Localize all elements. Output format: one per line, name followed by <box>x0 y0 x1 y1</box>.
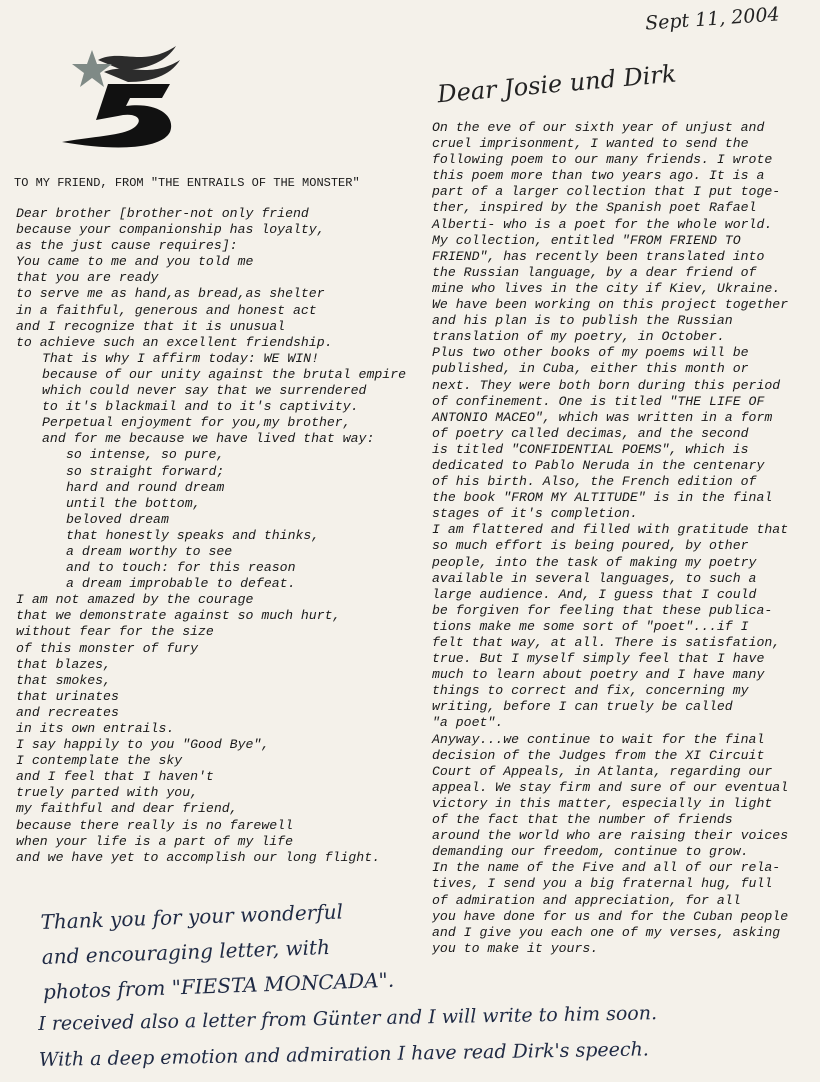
letter-line: I am flattered and filled with gratitude that <box>432 522 789 538</box>
letter-line: cruel imprisonment, I wanted to send the <box>432 136 749 152</box>
letter-line: On the eve of our sixth year of unjust and <box>432 120 765 135</box>
letter-line: Anyway...we continue to wait for the final <box>432 731 765 747</box>
letter-line: the book "FROM MY ALTITUDE" is in the final <box>432 490 773 506</box>
letter-line: next. They were both born during this period <box>432 377 781 393</box>
poem-line: and I recognize that it is unusual <box>16 318 286 334</box>
letter-line: In the name of the Five and all of our rela- <box>432 860 781 876</box>
poem-line: in a faithful, generous and honest act <box>16 302 317 318</box>
letter-line: of admiration and appreciation, for all <box>432 892 741 908</box>
poem-line: my faithful and dear friend, <box>16 801 238 817</box>
poem-line: and recreates <box>16 704 119 720</box>
poem-body <box>16 206 406 866</box>
letter-line: people, into the task of making my poetry <box>432 554 757 570</box>
poem-line: to serve me as hand,as bread,as shelter <box>16 286 325 302</box>
letter-line: "a poet". <box>432 715 504 731</box>
poem-line: Dear brother [brother-not only friend <box>16 206 309 221</box>
poem-line: that smokes, <box>16 672 111 688</box>
letter-line: much to learn about poetry and I have many <box>432 667 765 683</box>
letter-line: appeal. We stay firm and sure of our eventual <box>432 779 789 795</box>
poem-line: I contemplate the sky <box>16 753 183 769</box>
letter-line: stages of it's completion. <box>432 506 638 522</box>
poem-line: and I feel that I haven't <box>16 769 214 785</box>
poem-line: because of our unity against the brutal empire <box>42 366 407 382</box>
letter-line: and his plan is to publish the Russian <box>432 313 733 329</box>
letter-line: part of a larger collection that I put toge- <box>432 184 781 200</box>
poem-line: to achieve such an excellent friendship. <box>16 334 333 350</box>
poem-line: That is why I affirm today: WE WIN! <box>42 350 319 366</box>
poem-line: in its own entrails. <box>16 721 175 736</box>
letter-line: so much effort is being poured, by other <box>432 538 749 554</box>
poem-line: truely parted with you, <box>16 785 199 801</box>
letter-line: this poem more than two years ago. It is a <box>432 168 765 184</box>
letter-line: Court of Appeals, in Atlanta, regarding our <box>432 763 773 779</box>
letter-line: tives, I send you a big fraternal hug, full <box>432 876 773 892</box>
letter-line: available in several languages, to such a <box>432 570 757 586</box>
poem-line: hard and round dream <box>66 479 225 495</box>
letter-line: large audience. And, I guess that I could <box>432 586 757 602</box>
poem-line: which could never say that we surrendered <box>42 383 367 399</box>
letter-line: translation of my poetry, in October. <box>432 329 725 345</box>
letter-line: victory in this matter, especially in light <box>432 795 773 811</box>
letter-line: ANTONIO MACEO", which was written in a form <box>432 409 773 425</box>
handwritten-line: I received also a letter from Günter and I will write to him soon. <box>38 1002 658 1035</box>
letter-line: dedicated to Pablo Neruda in the centenary <box>432 457 765 473</box>
letter-line: writing, before I can truely be called <box>432 699 733 715</box>
letter-line: felt that way, at all. There is satisfation, <box>432 635 781 650</box>
poem-line: I say happily to you "Good Bye", <box>16 737 270 753</box>
handwritten-line: and encouraging letter, with <box>41 934 331 969</box>
poem-line: because your companionship has loyalty, <box>16 222 325 238</box>
letter-line: the Russian language, by a dear friend of <box>432 264 757 280</box>
poem-line: of this monster of fury <box>16 640 199 656</box>
letter-line: mine who lives in the city if Kiev, Ukraine. <box>432 280 781 296</box>
letter-line: and I give you each one of my verses, asking <box>432 924 781 940</box>
poem-line: and for me because we have lived that way: <box>42 431 375 447</box>
letter-line: We have been working on this project together <box>432 297 789 313</box>
poem-line: to it's blackmail and to it's captivity. <box>42 399 359 415</box>
handwritten-line: With a deep emotion and admiration I have read Dirk's speech. <box>38 1038 649 1071</box>
letter-line: of poetry called decimas, and the second <box>432 425 749 441</box>
five-star-logo-icon <box>58 40 188 150</box>
handwritten-note-closing <box>38 995 658 1078</box>
letter-line: tions make me some sort of "poet"...if I <box>432 618 749 634</box>
letter-line: be forgiven for feeling that these publica- <box>432 602 773 618</box>
handwritten-note-thanks <box>40 893 395 1010</box>
poem-line: when your life is a part of my life <box>16 833 293 849</box>
poem-line: You came to me and you told me <box>16 254 254 270</box>
letter-line: around the world who are raising their voices <box>432 828 789 844</box>
letter-line: following poem to our many friends. I wrote <box>432 152 773 168</box>
poem-line: Perpetual enjoyment for you,my brother, <box>42 415 351 431</box>
poem-line: that you are ready <box>16 270 159 286</box>
letter-line: Alberti- who is a poet for the whole world. <box>432 216 773 232</box>
letter-line: published, in Cuba, either this month or <box>432 361 749 377</box>
handwritten-line: Thank you for your wonderful <box>40 899 344 934</box>
poem-line: beloved dream <box>66 511 169 527</box>
letter-line: true. But I myself simply feel that I have <box>432 651 765 667</box>
letter-line: of confinement. One is titled "THE LIFE OF <box>432 393 765 409</box>
poem-line: because there really is no farewell <box>16 817 293 833</box>
poem-line: that urinates <box>16 688 119 704</box>
poem-line: a dream improbable to defeat. <box>66 576 296 592</box>
letter-line: you have done for us and for the Cuban people <box>432 908 789 924</box>
letter-line: demanding our freedom, continue to grow. <box>432 844 749 860</box>
letter-line: you to make it yours. <box>432 940 599 956</box>
letter-body <box>432 120 817 957</box>
letter-line: of his birth. Also, the French edition of <box>432 474 757 490</box>
letter-line: ther, inspired by the Spanish poet Rafael <box>432 200 757 216</box>
poem-line: so straight forward; <box>66 463 225 479</box>
poem-line: that blazes, <box>16 656 111 672</box>
poem-line: and we have yet to accomplish our long flight. <box>16 849 381 865</box>
poem-line: that we demonstrate against so much hurt, <box>16 608 341 624</box>
poem-line: as the just cause requires]: <box>16 238 238 254</box>
letter-line: My collection, entitled "FROM FRIEND TO <box>432 232 741 248</box>
poem-line: until the bottom, <box>66 495 201 511</box>
handwritten-line: photos from "FIESTA MONCADA". <box>42 967 395 1004</box>
letter-line: things to correct and fix, concerning my <box>432 683 749 699</box>
poem-title: TO MY FRIEND, FROM "THE ENTRAILS OF THE MONSTER" <box>14 176 360 190</box>
poem-line: that honestly speaks and thinks, <box>66 527 320 543</box>
letter-line: is titled "CONFIDENTIAL POEMS", which is <box>432 441 749 457</box>
handwritten-salutation: Dear Josie und Dirk <box>436 59 678 109</box>
poem-line: so intense, so pure, <box>66 447 225 463</box>
letter-line: of the fact that the number of friends <box>432 812 733 828</box>
poem-line: I am not amazed by the courage <box>16 592 254 608</box>
letter-line: FRIEND", has recently been translated into <box>432 248 765 264</box>
letter-line: decision of the Judges from the XI Circuit <box>432 747 765 763</box>
handwritten-date: Sept 11, 2004 <box>644 3 781 35</box>
poem-line: without fear for the size <box>16 624 214 640</box>
poem-line: and to touch: for this reason <box>66 560 296 576</box>
poem-line: a dream worthy to see <box>66 543 233 559</box>
letter-line: Plus two other books of my poems will be <box>432 345 749 361</box>
